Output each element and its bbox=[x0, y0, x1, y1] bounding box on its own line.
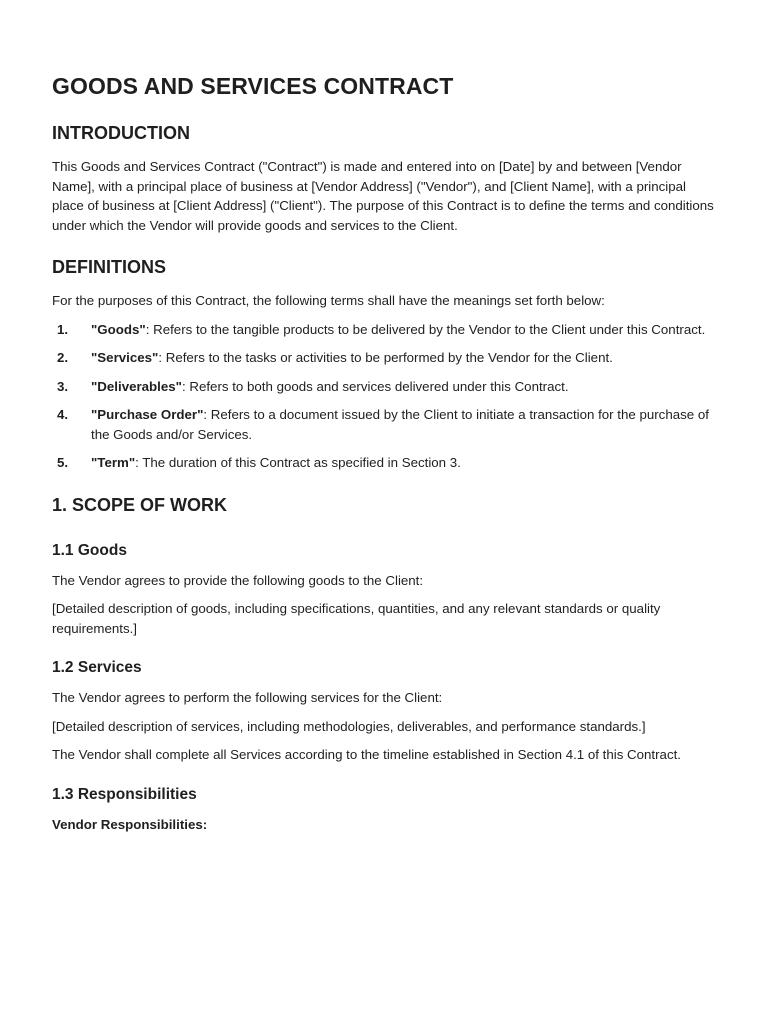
services-heading: 1.2 Services bbox=[52, 659, 142, 676]
definition-item bbox=[52, 377, 718, 397]
scope-of-work-section bbox=[52, 494, 718, 835]
introduction-section bbox=[52, 122, 718, 235]
definition-term: "Purchase Order" bbox=[91, 407, 204, 422]
definition-number: 1. bbox=[57, 321, 69, 337]
goods-paragraph: The Vendor agrees to provide the following goods to the Client: bbox=[52, 572, 424, 588]
scope-heading: 1. SCOPE OF WORK bbox=[52, 494, 228, 515]
responsibilities-subsection bbox=[52, 785, 718, 835]
definition-term: "Term" bbox=[91, 455, 136, 470]
definition-text: : Refers to a document issued by the Client to initiate a transaction for the purchase of the Goods and/or Services. bbox=[91, 407, 709, 442]
definitions-list bbox=[52, 320, 718, 473]
definition-term: "Goods" bbox=[91, 321, 146, 337]
definition-term: "Services" bbox=[91, 350, 159, 365]
vendor-responsibilities-label: Vendor Responsibilities: bbox=[52, 816, 208, 832]
introduction-body: This Goods and Services Contract ("Contract") is made and entered into on [Date] by and between [Vendor Name], with a principal place of business at [Vendor Address] ("Vendor"), and [Client Name], with a principal place of business at [Client Address] ("Client"). The purpose of this Contract is to define the terms and conditions under which the Vendor will provide goods and services to the Client. bbox=[52, 159, 714, 233]
definition-text: : Refers to both goods and services delivered under this Contract. bbox=[181, 378, 569, 394]
definition-term: "Deliverables" bbox=[91, 378, 182, 394]
definitions-section bbox=[52, 256, 718, 473]
definition-number: 4. bbox=[57, 407, 69, 422]
definition-text: : Refers to the tangible products to be delivered by the Vendor to the Client under this Contract. bbox=[145, 321, 706, 337]
services-timeline: The Vendor shall complete all Services according to the timeline established in Section 4.1 of this Contract. bbox=[52, 747, 681, 762]
responsibilities-heading: 1.3 Responsibilities bbox=[52, 785, 197, 803]
definition-item bbox=[52, 453, 718, 473]
definitions-heading: DEFINITIONS bbox=[52, 257, 167, 277]
definition-number: 3. bbox=[57, 378, 69, 394]
definitions-lead: For the purposes of this Contract, the following terms shall have the meanings set forth below: bbox=[52, 293, 605, 308]
document-title: GOODS AND SERVICES CONTRACT bbox=[52, 73, 454, 99]
definition-number: 5. bbox=[57, 455, 69, 470]
definition-item bbox=[52, 320, 718, 340]
introduction-heading: INTRODUCTION bbox=[52, 123, 190, 143]
definition-text: : The duration of this Contract as specified in Section 3. bbox=[135, 455, 461, 470]
definition-number: 2. bbox=[57, 350, 69, 365]
services-paragraph: The Vendor agrees to perform the following services for the Client: bbox=[52, 690, 443, 705]
goods-description: [Detailed description of goods, including specifications, quantities, and any relevant standards or quality requirements.] bbox=[52, 601, 661, 636]
definition-item bbox=[52, 405, 718, 444]
goods-heading: 1.1 Goods bbox=[52, 541, 127, 559]
services-subsection bbox=[52, 658, 718, 765]
definition-item bbox=[52, 348, 718, 368]
definition-text: : Refers to the tasks or activities to be performed by the Vendor for the Client. bbox=[158, 350, 613, 365]
goods-subsection bbox=[52, 541, 718, 639]
services-description: [Detailed description of services, including methodologies, deliverables, and performance standards.] bbox=[52, 718, 646, 734]
